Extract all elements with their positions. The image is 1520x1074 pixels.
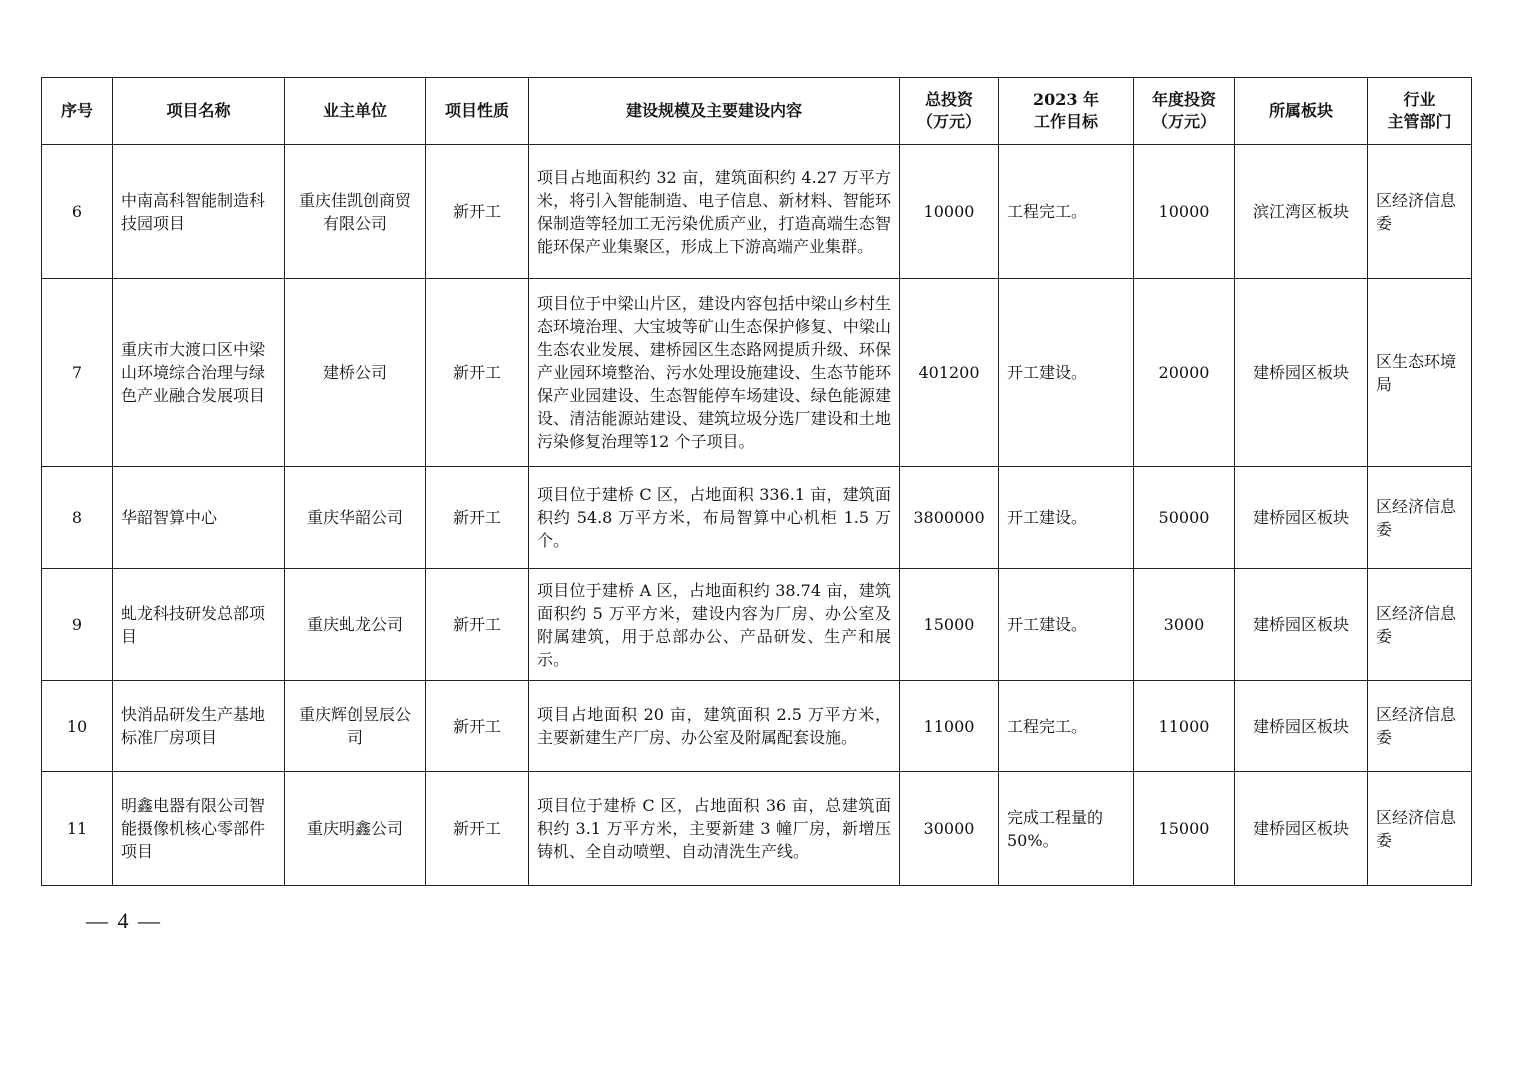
owner-unit: 重庆辉创昱辰公司: [285, 681, 426, 772]
row-number: 11: [42, 772, 113, 886]
department: 区经济信息委: [1368, 569, 1472, 681]
header-cell: 建设规模及主要建设内容: [529, 78, 900, 145]
sector: 建桥园区板块: [1235, 681, 1368, 772]
department: 区经济信息委: [1368, 772, 1472, 886]
page-number: — 4 —: [86, 908, 162, 933]
work-goal: 开工建设。: [999, 467, 1134, 569]
construction-content: 项目位于中梁山片区，建设内容包括中梁山乡村生态环境治理、大宝坡等矿山生态保护修复、中梁山生态农业发展、建桥园区生态路网提质升级、环保产业园环境整治、污水处理设施建设、生态节能环保产业园建设、生态智能停车场建设、绿色能源建设、清洁能源站建设、建筑垃圾分选厂建设和土地污染修复治理等12 个子项目。: [529, 279, 900, 467]
construction-content: 项目位于建桥 C 区，占地面积 36 亩，总建筑面积约 3.1 万平方米，主要新建 3 幢厂房，新增压铸机、全自动喷塑、自动清洗生产线。: [529, 772, 900, 886]
table-row: [42, 145, 1472, 279]
header-cell: 所属板块: [1235, 78, 1368, 145]
annual-investment: 3000: [1134, 569, 1235, 681]
project-name: 中南高科智能制造科技园项目: [113, 145, 285, 279]
header-cell: 行业 主管部门: [1368, 78, 1472, 145]
table-row: [42, 279, 1472, 467]
sector: 建桥园区板块: [1235, 772, 1368, 886]
owner-unit: 建桥公司: [285, 279, 426, 467]
department: 区经济信息委: [1368, 145, 1472, 279]
department: 区经济信息委: [1368, 681, 1472, 772]
project-nature: 新开工: [426, 569, 529, 681]
department: 区经济信息委: [1368, 467, 1472, 569]
sector: 滨江湾区板块: [1235, 145, 1368, 279]
total-investment: 30000: [900, 772, 999, 886]
header-cell: 总投资 （万元）: [900, 78, 999, 145]
work-goal: 开工建设。: [999, 279, 1134, 467]
row-number: 6: [42, 145, 113, 279]
total-investment: 10000: [900, 145, 999, 279]
work-goal: 工程完工。: [999, 681, 1134, 772]
header-cell: 序号: [42, 78, 113, 145]
construction-content: 项目位于建桥 C 区，占地面积 336.1 亩，建筑面积约 54.8 万平方米，布局智算中心机柜 1.5 万个。: [529, 467, 900, 569]
project-table: [41, 77, 1472, 886]
project-nature: 新开工: [426, 279, 529, 467]
owner-unit: 重庆明鑫公司: [285, 772, 426, 886]
owner-unit: 重庆佳凯创商贸有限公司: [285, 145, 426, 279]
row-number: 9: [42, 569, 113, 681]
project-nature: 新开工: [426, 145, 529, 279]
header-cell: 项目性质: [426, 78, 529, 145]
table-row: [42, 467, 1472, 569]
total-investment: 401200: [900, 279, 999, 467]
header-cell: 业主单位: [285, 78, 426, 145]
construction-content: 项目位于建桥 A 区，占地面积约 38.74 亩，建筑面积约 5 万平方米，建设内容为厂房、办公室及附属建筑，用于总部办公、产品研发、生产和展示。: [529, 569, 900, 681]
construction-content: 项目占地面积 20 亩，建筑面积 2.5 万平方米，主要新建生产厂房、办公室及附属配套设施。: [529, 681, 900, 772]
table-row: [42, 772, 1472, 886]
project-nature: 新开工: [426, 681, 529, 772]
annual-investment: 20000: [1134, 279, 1235, 467]
row-number: 7: [42, 279, 113, 467]
total-investment: 11000: [900, 681, 999, 772]
owner-unit: 重庆虬龙公司: [285, 569, 426, 681]
project-name: 明鑫电器有限公司智能摄像机核心零部件项目: [113, 772, 285, 886]
header-cell: 年度投资 （万元）: [1134, 78, 1235, 145]
annual-investment: 11000: [1134, 681, 1235, 772]
annual-investment: 15000: [1134, 772, 1235, 886]
annual-investment: 50000: [1134, 467, 1235, 569]
header-row: [42, 78, 1472, 145]
sector: 建桥园区板块: [1235, 467, 1368, 569]
row-number: 8: [42, 467, 113, 569]
project-nature: 新开工: [426, 772, 529, 886]
work-goal: 开工建设。: [999, 569, 1134, 681]
department: 区生态环境局: [1368, 279, 1472, 467]
work-goal: 工程完工。: [999, 145, 1134, 279]
project-name: 虬龙科技研发总部项目: [113, 569, 285, 681]
sector: 建桥园区板块: [1235, 569, 1368, 681]
project-nature: 新开工: [426, 467, 529, 569]
project-name: 华韶智算中心: [113, 467, 285, 569]
table-row: [42, 681, 1472, 772]
header-cell: 2023 年 工作目标: [999, 78, 1134, 145]
sector: 建桥园区板块: [1235, 279, 1368, 467]
row-number: 10: [42, 681, 113, 772]
header-cell: 项目名称: [113, 78, 285, 145]
table-row: [42, 569, 1472, 681]
annual-investment: 10000: [1134, 145, 1235, 279]
project-name: 重庆市大渡口区中梁山环境综合治理与绿色产业融合发展项目: [113, 279, 285, 467]
total-investment: 15000: [900, 569, 999, 681]
construction-content: 项目占地面积约 32 亩，建筑面积约 4.27 万平方米，将引入智能制造、电子信息、新材料、智能环保制造等轻加工无污染优质产业，打造高端生态智能环保产业集聚区，形成上下游高端产业集群。: [529, 145, 900, 279]
total-investment: 3800000: [900, 467, 999, 569]
work-goal: 完成工程量的 50%。: [999, 772, 1134, 886]
owner-unit: 重庆华韶公司: [285, 467, 426, 569]
project-name: 快消品研发生产基地标准厂房项目: [113, 681, 285, 772]
